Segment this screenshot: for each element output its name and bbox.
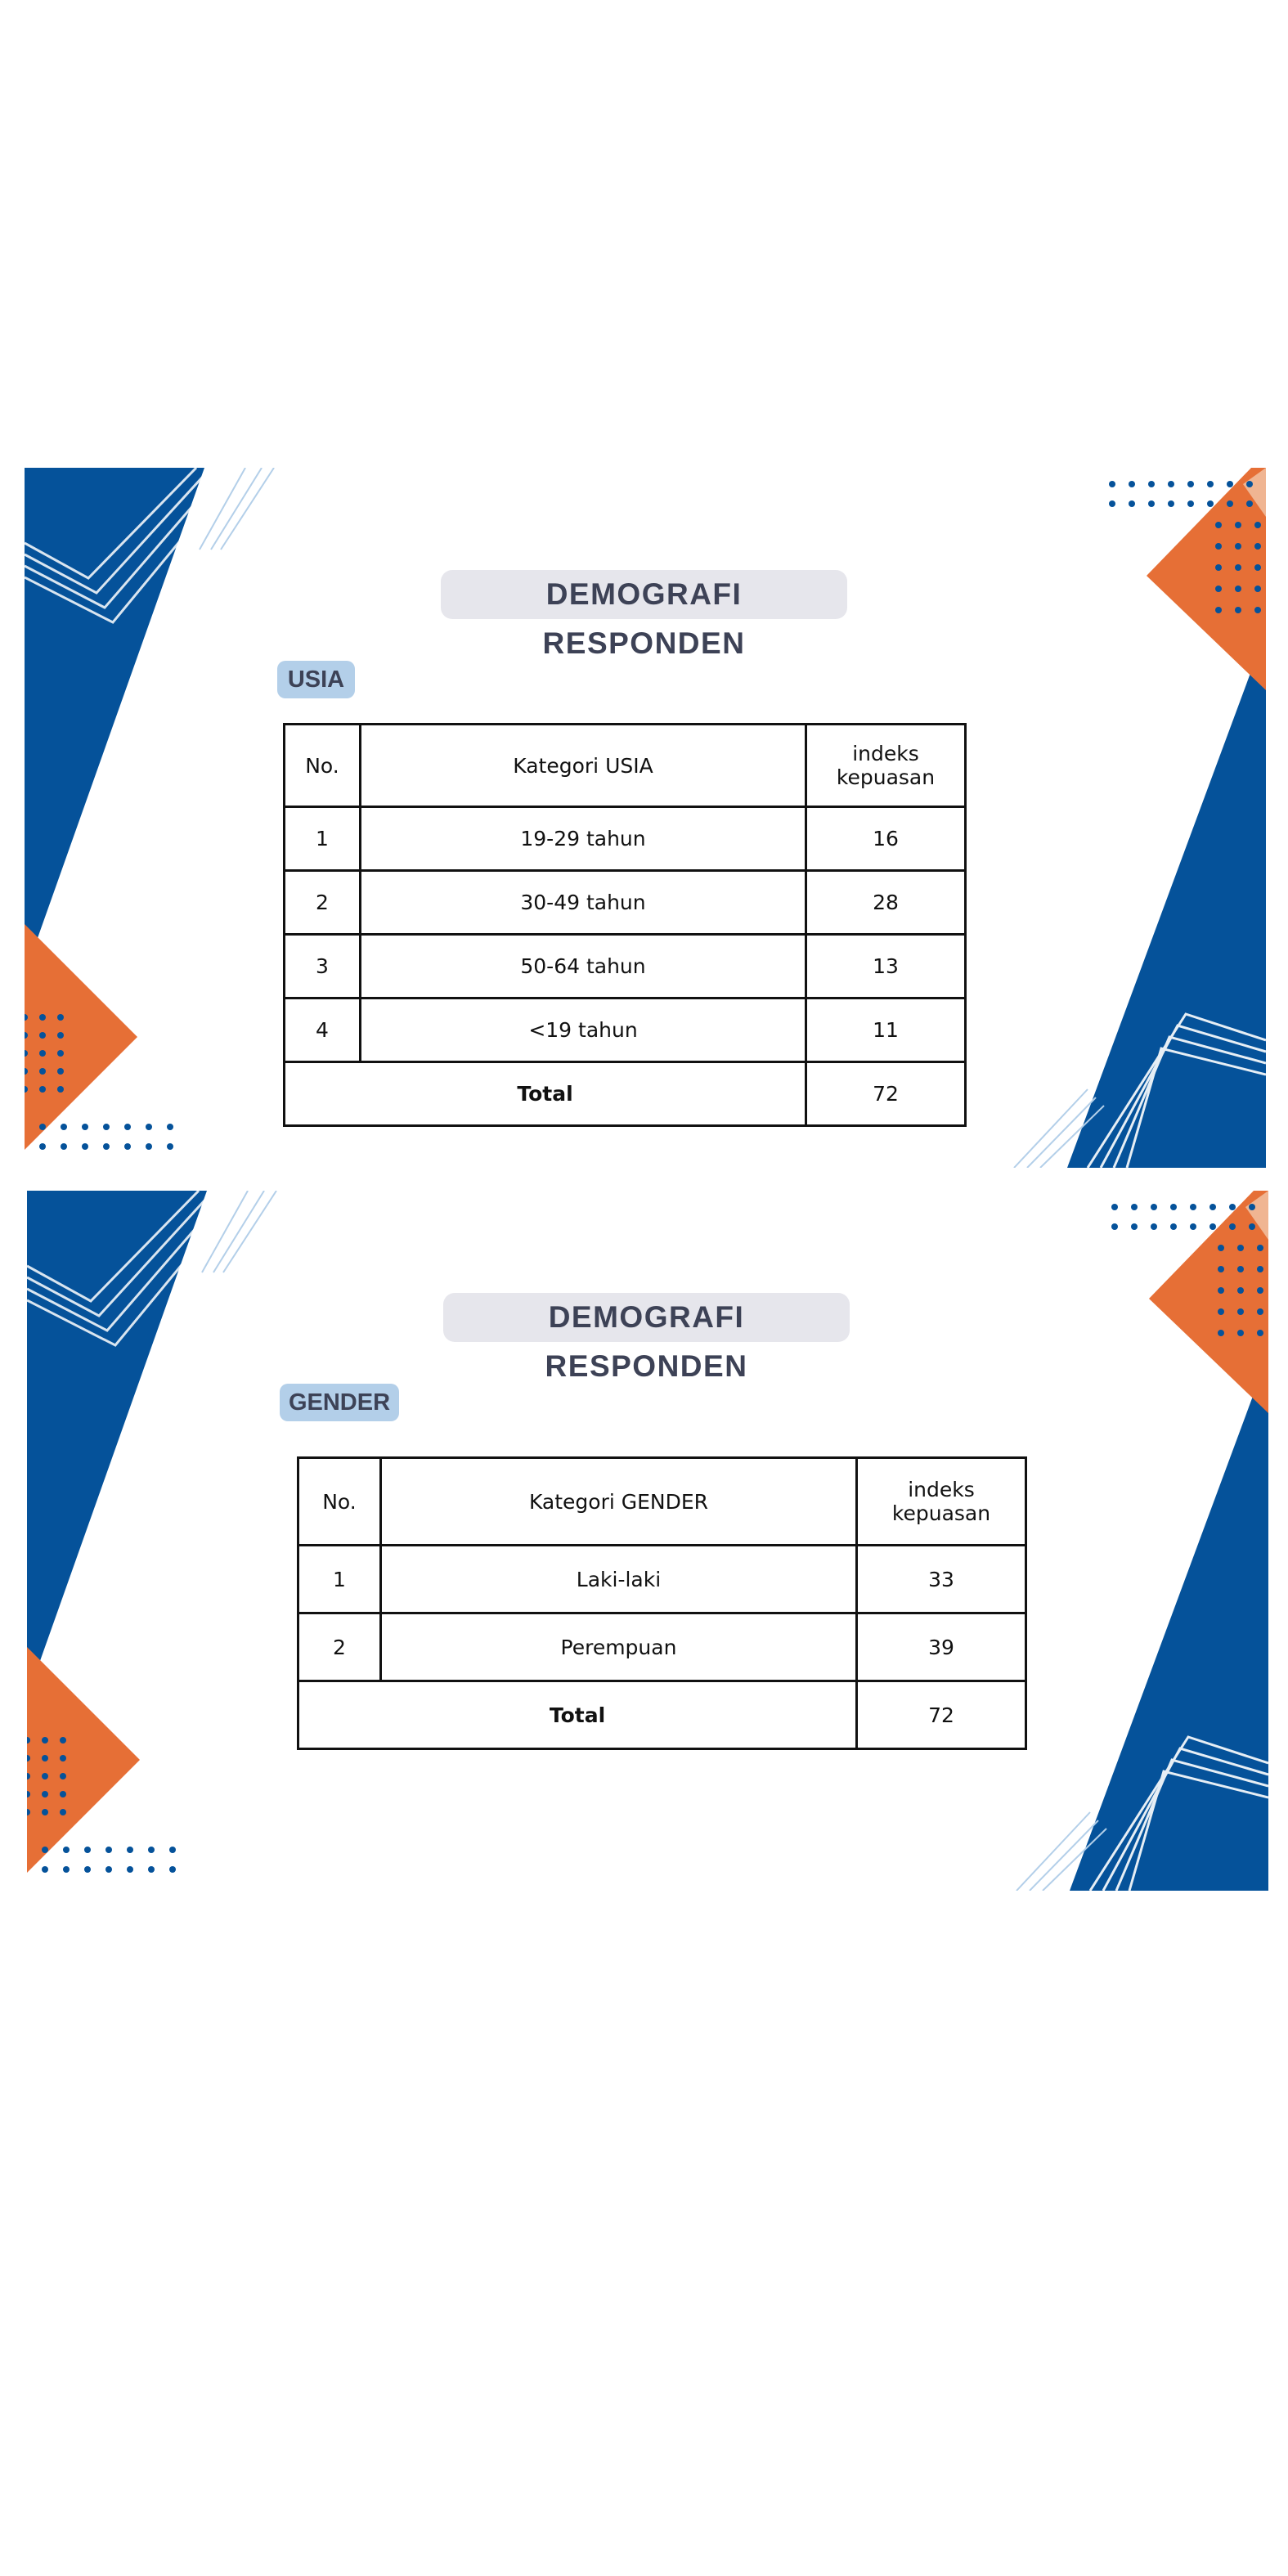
column-header-no: No. [298,1458,381,1546]
usia-table [283,723,967,1127]
column-header-indeks: indeks kepuasan [806,725,966,807]
cell-indeks: 28 [806,871,966,935]
column-header-kategori: Kategori GENDER [381,1458,857,1546]
cell-no: 3 [285,935,361,999]
total-value: 72 [857,1681,1026,1749]
slide-gender [27,1191,1268,1891]
category-tag: USIA [277,661,355,698]
table-row [285,999,966,1062]
table-total-row [285,1062,966,1126]
cell-indeks: 13 [806,935,966,999]
column-header-no: No. [285,725,361,807]
slide-usia [25,468,1266,1168]
total-value: 72 [806,1062,966,1126]
table-row [298,1546,1026,1613]
cell-kategori: Laki-laki [381,1546,857,1613]
table-row [298,1613,1026,1681]
slide-title: DEMOGRAFI RESPONDEN [443,1293,850,1342]
table-header-row [298,1458,1026,1546]
total-label: Total [285,1062,806,1126]
gender-table [297,1456,1027,1750]
cell-kategori: 30-49 tahun [361,871,806,935]
cell-indeks: 39 [857,1613,1026,1681]
table-row [285,871,966,935]
table-row [285,807,966,871]
cell-no: 4 [285,999,361,1062]
cell-indeks: 33 [857,1546,1026,1613]
cell-no: 2 [298,1613,381,1681]
cell-no: 1 [285,807,361,871]
table-header-row [285,725,966,807]
cell-kategori: 19-29 tahun [361,807,806,871]
cell-no: 2 [285,871,361,935]
cell-kategori: <19 tahun [361,999,806,1062]
category-tag: GENDER [280,1384,399,1421]
cell-kategori: Perempuan [381,1613,857,1681]
total-label: Total [298,1681,857,1749]
cell-indeks: 16 [806,807,966,871]
column-header-kategori: Kategori USIA [361,725,806,807]
column-header-indeks: indeks kepuasan [857,1458,1026,1546]
cell-indeks: 11 [806,999,966,1062]
table-total-row [298,1681,1026,1749]
cell-kategori: 50-64 tahun [361,935,806,999]
slide-title: DEMOGRAFI RESPONDEN [441,570,847,619]
table-row [285,935,966,999]
cell-no: 1 [298,1546,381,1613]
